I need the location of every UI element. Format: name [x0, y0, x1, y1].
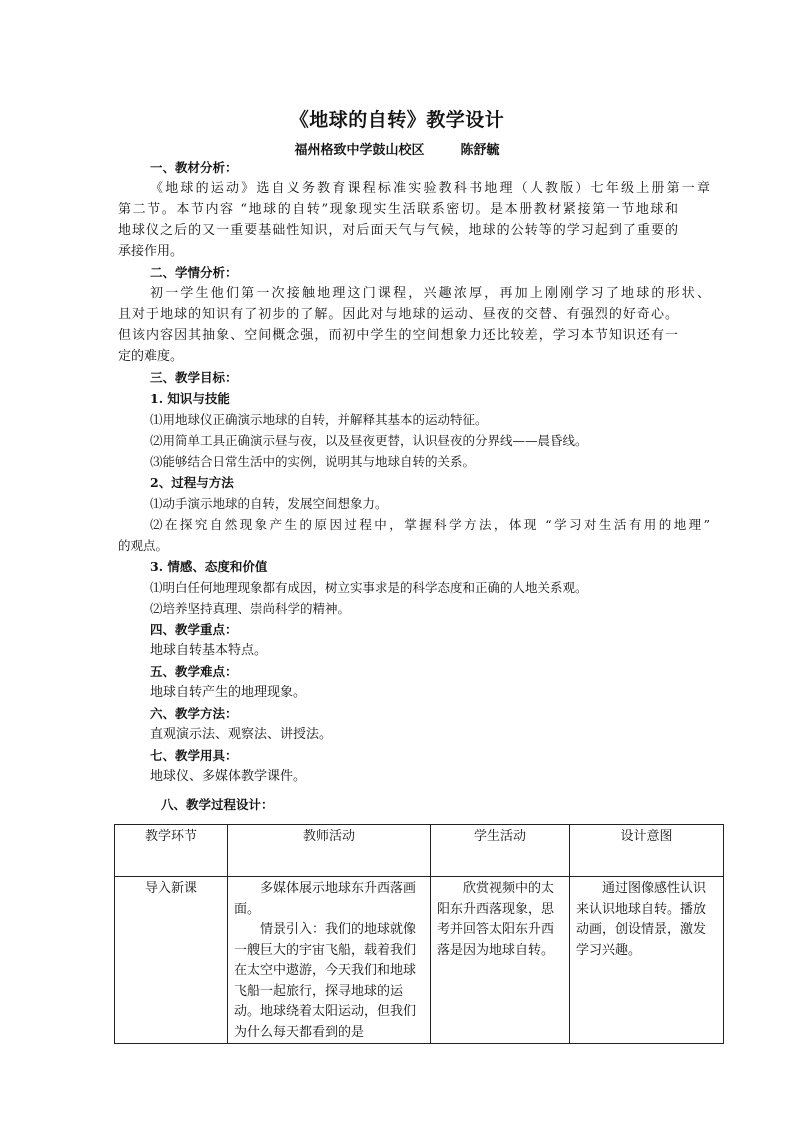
goal-item: ⑶能够结合日常生活中的实例，说明其与地球自转的关系。 [150, 454, 476, 469]
section-text: 地球仪、多媒体教学课件。 [150, 769, 307, 784]
author-name: 陈舒毓 [460, 143, 500, 158]
paragraph-line: 地球仪之后的又一重要基础性知识，对后面天气与气候，地球的公转等的学习起到了重要的 [118, 223, 678, 238]
table-header-cell: 学生活动 [431, 825, 570, 877]
goal-item: ⑵在探究自然现象产生的原因过程中，掌握科学方法，体现 “学习对生活有用的地理” [150, 517, 710, 532]
section-text: 直观演示法、观察法、讲授法。 [150, 727, 333, 742]
section-text: 地球自转基本特点。 [150, 643, 268, 658]
section-heading: 六、教学方法： [150, 706, 238, 721]
table-row [115, 877, 724, 1044]
section-heading: 四、教学重点： [150, 622, 238, 637]
document-title: 《地球的自转》教学设计 [289, 109, 505, 131]
table-header-cell: 教学环节 [115, 825, 228, 877]
section-heading: 八、教学过程设计： [161, 797, 274, 812]
section-heading: 二、学情分析： [150, 265, 238, 280]
section-heading: 七、教学用具： [150, 748, 238, 763]
teacher-activity-cell [228, 877, 431, 1044]
section-heading: 五、教学难点： [150, 664, 238, 679]
goal-item: ⑴明白任何地理现象都有成因，树立实事求是的科学态度和正确的人地关系观。 [150, 580, 588, 595]
subsection-heading: 1. 知识与技能 [150, 391, 230, 406]
author-line [0, 139, 794, 158]
table-header-cell: 设计意图 [570, 825, 724, 877]
table-header-cell: 教师活动 [228, 825, 431, 877]
goal-item: ⑴用地球仪正确演示地球的自转，并解释其基本的运动特征。 [150, 412, 488, 427]
student-activity-cell [431, 877, 570, 1044]
paragraph-line: 承接作用。 [118, 244, 184, 259]
paragraph-line: 定的难度。 [118, 349, 184, 364]
stage-cell: 导入新课 [115, 877, 228, 1044]
teaching-process-table [114, 824, 724, 1044]
teacher-activity-text: 多媒体展示地球东升西落画面。 [234, 881, 417, 917]
paragraph-line: 初一学生他们第一次接触地理这门课程，兴趣浓厚，再加上刚刚学习了地球的形状、 [150, 286, 710, 301]
goal-item: 的观点。 [118, 538, 169, 553]
design-intent-text: 通过图像感性认识来认识地球自转。播放动画，创设情景，激发学习兴趣。 [576, 881, 707, 958]
teacher-activity-text: 情景引入：我们的地球就像一艘巨大的宇宙飞船，载着我们在太空中遨游，今天我们和地球飞船一起旅行，探寻地球的运动。地球绕着太阳运动，但我们为什么每天都看到的是 [234, 922, 417, 1040]
school-name: 福州格致中学鼓山校区 [294, 143, 425, 158]
paragraph-line: 但该内容因其抽象、空间概念强，而初中学生的空间想象力还比较差，学习本节知识还有一 [118, 328, 678, 343]
goal-item: ⑵用简单工具正确演示昼与夜，以及昼夜更替，认识昼夜的分界线——晨昏线。 [150, 433, 588, 448]
subsection-heading: 2、过程与方法 [150, 475, 234, 490]
paragraph-line: 且对于地球的知识有了初步的了解。因此对与地球的运动、昼夜的交替、有强烈的好奇心。 [118, 307, 678, 322]
section-heading: 三、教学目标： [150, 370, 238, 385]
goal-item: ⑴动手演示地球的自转，发展空间想象力。 [150, 496, 388, 511]
section-heading: 一、教材分析： [150, 160, 238, 175]
design-intent-cell [570, 877, 724, 1044]
subsection-heading: 3. 情感、态度和价值 [150, 559, 268, 574]
table-header-row [115, 825, 724, 877]
section-text: 地球自转产生的地理现象。 [150, 685, 307, 700]
paragraph-line: 《地球的运动》选自义务教育课程标准实验教科书地理（人教版）七年级上册第一章 [150, 181, 710, 196]
student-activity-text: 欣赏视频中的太阳东升西落现象，思考并回答太阳东升西落是因为地球自转。 [437, 881, 555, 958]
paragraph-line: 第二节。本节内容 “地球的自转”现象现实生活联系密切。是本册教材紧接第一节地球和 [118, 202, 678, 217]
goal-item: ⑵培养坚持真理、崇尚科学的精神。 [150, 601, 351, 616]
